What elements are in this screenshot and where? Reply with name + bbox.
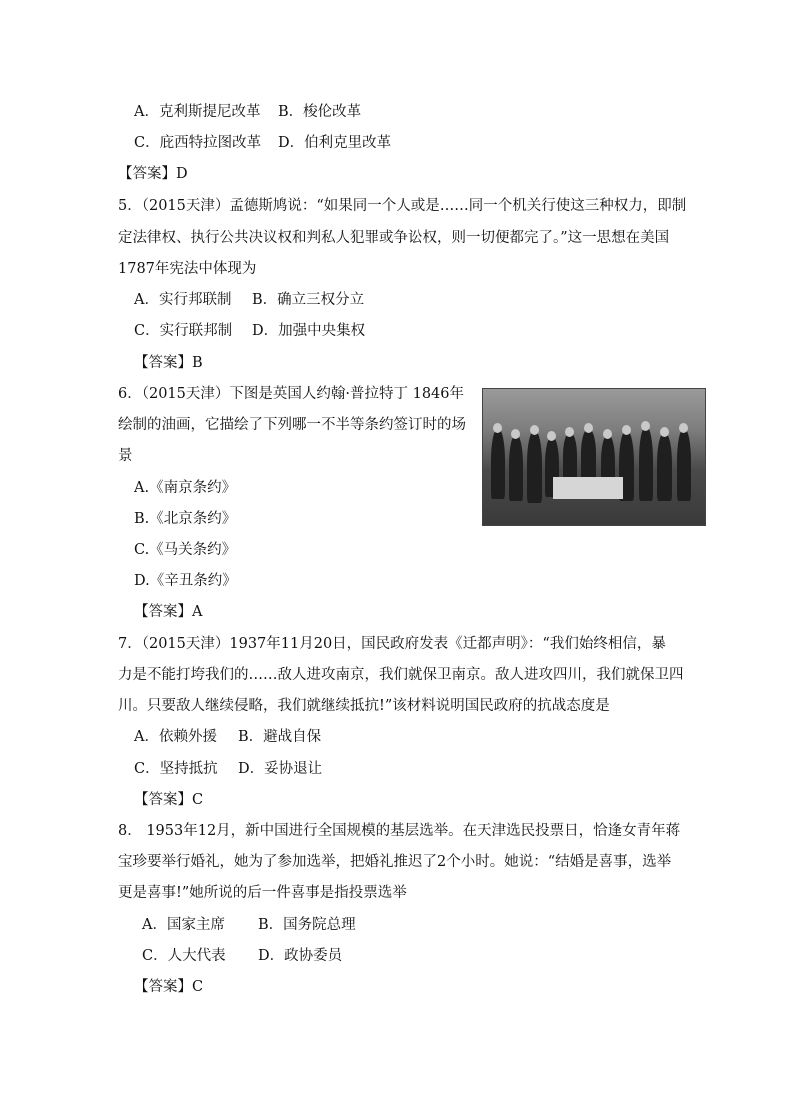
q4-option-b: B．梭伦改革 [278,104,362,120]
q6-option-b: B.《北京条约》 [134,511,237,527]
q5-answer: 【答案】B [134,355,203,371]
q7-stem-line1: 7．（2015天津）1937年11月20日，国民政府发表《迁都声明》：“我们始终相信，暴 [118,636,666,652]
q7-stem-line3: 川。只要敌人继续侵略，我们就继续抵抗!”该材料说明国民政府的抗战态度是 [118,698,610,714]
q6-answer: 【答案】A [134,604,203,620]
q8-option-d: D．政协委员 [258,948,343,964]
q8-option-a: A．国家主席 [142,917,225,933]
q6-option-c: C.《马关条约》 [134,542,237,558]
q8-option-c: C．人大代表 [142,948,226,964]
q5-option-d: D．加强中央集权 [252,323,366,339]
q8-stem-line2: 宝珍要举行婚礼，她为了参加选举，把婚礼推迟了2个小时。她说：“结婚是喜事，选举 [118,854,672,870]
q6-option-a: A.《南京条约》 [134,480,237,496]
q5-stem-line2: 定法律权、执行公共决议权和判私人犯罪或争讼权，则一切便都完了。”这一思想在美国 [118,230,670,246]
q5-option-b: B．确立三权分立 [252,292,365,308]
q7-stem-line2: 力是不能打垮我们的……敌人进攻南京，我们就保卫南京。敌人进攻四川，我们就保卫四 [118,667,684,683]
q7-option-d: D．妥协退让 [238,761,323,777]
q4-option-c: C．庇西特拉图改革 [134,135,262,151]
q6-stem-line1: 6．（2015天津）下图是英国人约翰·普拉特丁 1846年 [118,386,464,402]
q6-option-d: D.《辛丑条约》 [134,573,237,589]
q5-option-c: C．实行联邦制 [134,323,233,339]
q4-option-a: A．克利斯提尼改革 [134,104,261,120]
treaty-painting-image [482,388,706,526]
q8-stem-line1: 8． 1953年12月，新中国进行全国规模的基层选举。在天津选民投票日，恰逢女青年蒋 [118,823,681,839]
q7-option-b: B．避战自保 [238,729,322,745]
q6-stem-line3: 景 [118,448,133,464]
q6-stem-line2: 绘制的油画，它描绘了下列哪一不半等条约签订时的场 [118,417,466,433]
q5-option-a: A．实行邦联制 [134,292,232,308]
q5-stem-line3: 1787年宪法中体现为 [118,261,257,277]
q4-option-d: D．伯利克里改革 [278,135,392,151]
q8-answer: 【答案】C [134,979,204,995]
q7-option-a: A．依赖外援 [134,729,217,745]
q8-stem-line3: 更是喜事!”她所说的后一件喜事是指投票选举 [118,885,407,901]
q7-option-c: C．坚持抵抗 [134,761,218,777]
q8-option-b: B．国务院总理 [258,917,356,933]
q7-answer: 【答案】C [134,792,204,808]
q4-answer: 【答案】D [118,166,188,182]
q5-stem-line1: 5．（2015天津）孟德斯鸠说：“如果同一个人或是……同一个机关行使这三种权力，即制 [118,198,687,214]
